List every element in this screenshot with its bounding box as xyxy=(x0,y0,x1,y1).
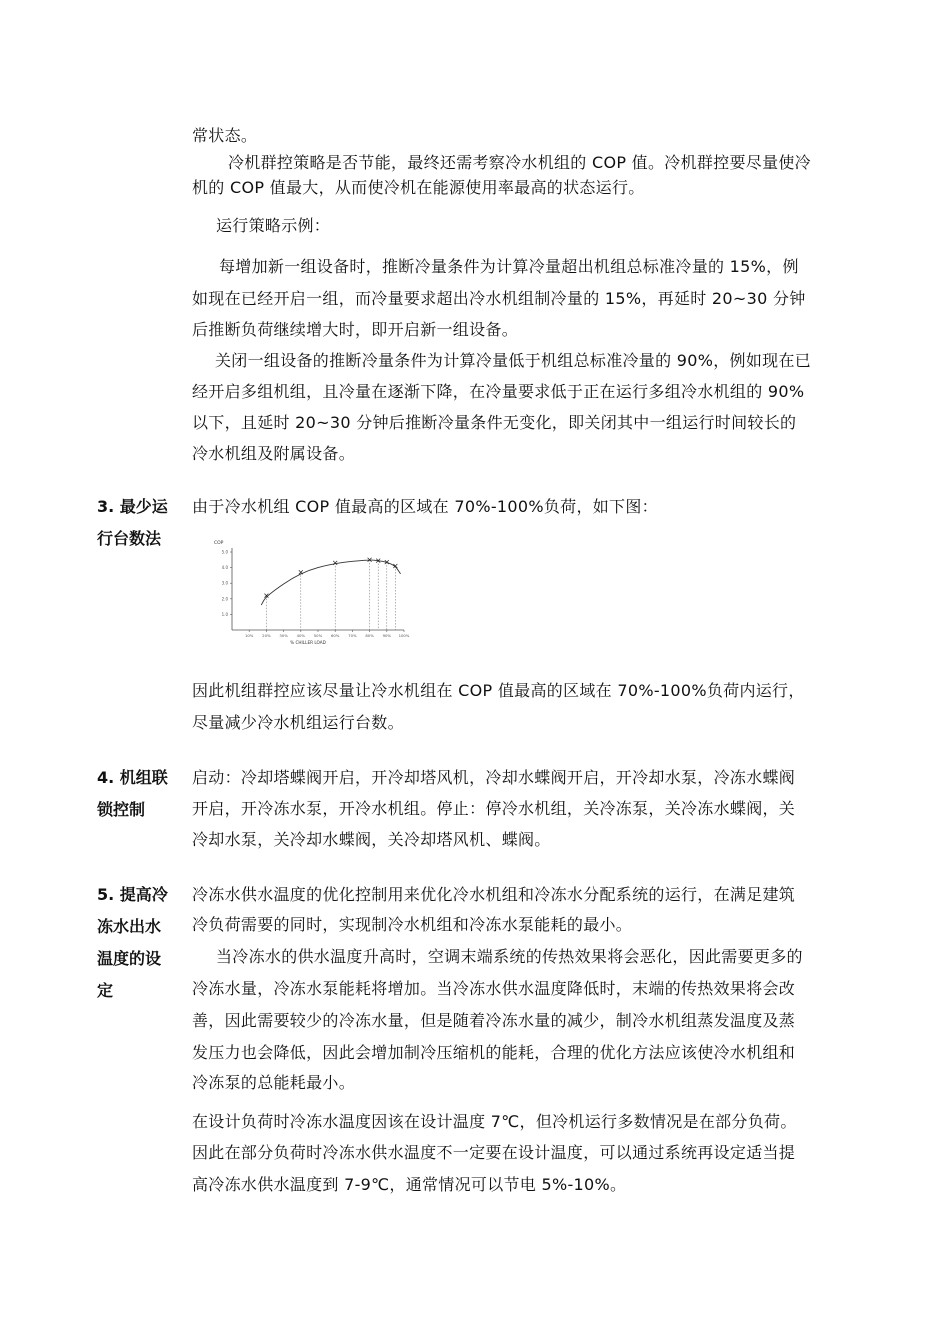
text-line: 每增加新一组设备时，推断冷量条件为计算冷量超出机组总标准冷量的 15%，例 xyxy=(219,257,799,276)
text-line: 冷水机组及附属设备。 xyxy=(192,444,356,463)
text-line: 冷冻水供水温度的优化控制用来优化冷水机组和冷冻水分配系统的运行，在满足建筑 xyxy=(192,885,796,904)
heading-line: 行台数法 xyxy=(97,529,162,548)
text-line: 启动：冷却塔蝶阀开启，开冷却塔风机，冷却水蝶阀开启，开冷却水泵，冷冻水蝶阀 xyxy=(192,768,796,787)
heading-line: 温度的设 xyxy=(97,949,162,968)
text-line: 因此机组群控应该尽量让冷水机组在 COP 值最高的区域在 70%-100%负荷内运行， xyxy=(192,681,805,700)
y-tick-label: 1.0 xyxy=(221,611,228,617)
text-line: 冷机群控策略是否节能，最终还需考察冷水机组的 COP 值。冷机群控要尽量使冷 xyxy=(228,153,811,172)
series-line xyxy=(261,560,400,605)
x-tick-label: 20% xyxy=(262,633,271,638)
text-line: 开启，开冷冻水泵，开冷水机组。停止：停冷水机组，关冷冻泵，关冷冻水蝶阀，关 xyxy=(192,799,796,818)
heading-line: 冻水出水 xyxy=(97,917,162,936)
cop-chart-svg xyxy=(208,536,408,648)
text-line: 发压力也会降低，因此会增加制冷压缩机的能耗，合理的优化方法应该使冷水机组和 xyxy=(192,1043,796,1062)
x-tick-label: 10% xyxy=(244,633,254,638)
heading-line: 锁控制 xyxy=(97,800,146,819)
y-tick-label: 3.0 xyxy=(221,580,228,586)
x-tick-label: 60% xyxy=(330,633,340,638)
text-line: 在设计负荷时冷冻水温度因该在设计温度 7℃，但冷机运行多数情况是在部分负荷。 xyxy=(192,1112,797,1131)
section-heading-5 xyxy=(97,879,182,1007)
y-tick-label: 4.0 xyxy=(221,565,228,571)
heading-line: 3. 最少运 xyxy=(97,497,168,516)
text-line: 常状态。 xyxy=(192,126,258,145)
section-heading-3 xyxy=(97,491,182,555)
x-tick-label: 100% xyxy=(398,633,410,638)
text-line: 尽量减少冷水机组运行台数。 xyxy=(192,713,404,732)
text-line: 后推断负荷继续增大时，即开启新一组设备。 xyxy=(192,320,519,339)
section-heading-4 xyxy=(97,762,182,826)
text-line: 经开启多组机组，且冷量在逐渐下降，在冷量要求低于正在运行多组冷水机组的 90% xyxy=(192,382,805,401)
x-tick-label: 80% xyxy=(365,633,374,638)
text-line: 冷却水泵，关冷却水蝶阀，关冷却塔风机、蝶阀。 xyxy=(192,830,551,849)
cop-chart xyxy=(208,536,408,648)
y-tick-label: 2.0 xyxy=(221,596,228,602)
x-axis-label: % CHILLER LOAD xyxy=(290,640,326,645)
text-line: 机的 COP 值最大，从而使冷机在能源使用率最高的状态运行。 xyxy=(192,178,645,197)
text-line: 以下，且延时 20~30 分钟后推断冷量条件无变化，即关闭其中一组运行时间较长的 xyxy=(192,413,797,432)
text-line: 因此在部分负荷时冷冻水供水温度不一定要在设计温度，可以通过系统再设定适当提 xyxy=(192,1143,796,1162)
x-tick-label: 90% xyxy=(382,633,392,638)
y-axis-label: COP xyxy=(214,541,224,546)
text-line: 高冷冻水供水温度到 7-9℃，通常情况可以节电 5%-10%。 xyxy=(192,1175,627,1194)
text-line: 运行策略示例： xyxy=(216,216,331,235)
x-tick-label: 50% xyxy=(313,633,323,638)
text-line: 由于冷水机组 COP 值最高的区域在 70%-100%负荷，如下图： xyxy=(192,497,658,516)
x-tick-label: 30% xyxy=(279,633,288,638)
heading-line: 5. 提高冷 xyxy=(97,885,168,904)
text-line: 冷冻泵的总能耗最小。 xyxy=(192,1073,356,1092)
heading-line: 4. 机组联 xyxy=(97,768,168,787)
x-tick-label: 70% xyxy=(348,633,357,638)
text-line: 当冷冻水的供水温度升高时，空调末端系统的传热效果将会恶化，因此需要更多的 xyxy=(216,947,803,966)
heading-line: 定 xyxy=(97,981,114,1000)
text-line: 冷冻水量，冷冻水泵能耗将增加。当冷冻水供水温度降低时，末端的传热效果将会改 xyxy=(192,979,796,998)
text-line: 善，因此需要较少的冷冻水量，但是随着冷冻水量的减少，制冷水机组蒸发温度及蒸 xyxy=(192,1011,796,1030)
y-tick-label: 5.0 xyxy=(221,549,228,555)
text-line: 冷负荷需要的同时，实现制冷水机组和冷冻水泵能耗的最小。 xyxy=(192,915,633,934)
text-line: 如现在已经开启一组，而冷量要求超出冷水机组制冷量的 15%，再延时 20~30 分钟 xyxy=(192,289,806,308)
x-tick-label: 40% xyxy=(296,633,306,638)
text-line: 关闭一组设备的推断冷量条件为计算冷量低于机组总标准冷量的 90%，例如现在已 xyxy=(215,351,812,370)
